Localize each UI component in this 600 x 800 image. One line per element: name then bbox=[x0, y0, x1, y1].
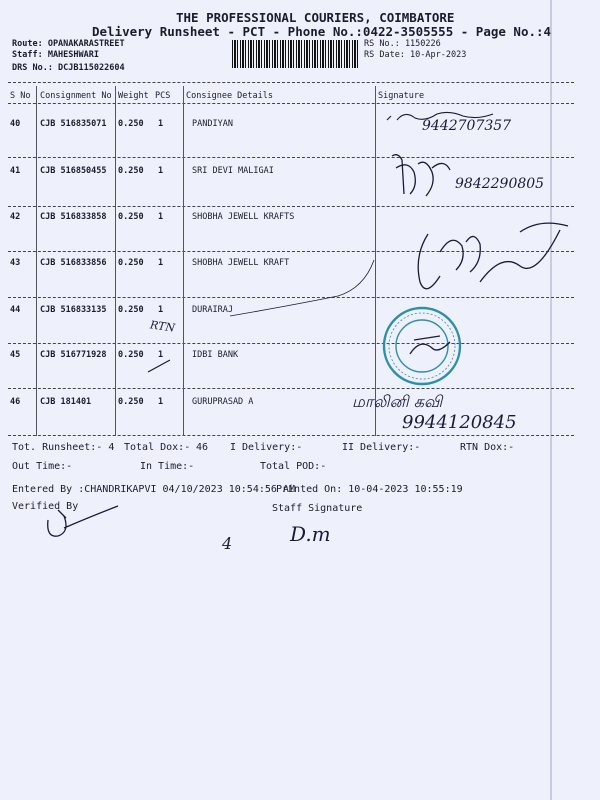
divider bbox=[8, 435, 574, 436]
stamp-seal bbox=[380, 304, 466, 390]
row-weight: 0.250 bbox=[118, 350, 144, 360]
row-pcs: 1 bbox=[158, 350, 164, 360]
rtn-dox: RTN Dox:- bbox=[460, 442, 515, 453]
row-pcs: 1 bbox=[158, 119, 164, 129]
row-sno: 45 bbox=[10, 350, 21, 360]
row-consignment: CJB 516771928 bbox=[40, 350, 107, 360]
route-label: Route: OPANAKARASTREET bbox=[12, 39, 125, 49]
rs-number: RS No.: 1150226 bbox=[364, 39, 441, 49]
total-pod: Total POD:- bbox=[260, 461, 327, 472]
row-consignee: IDBI BANK bbox=[192, 350, 239, 360]
barcode bbox=[232, 40, 360, 68]
staff-signature: D.m bbox=[290, 522, 331, 546]
drs-label: DRS No.: DCJB115022604 bbox=[12, 63, 125, 73]
handwritten-phone: 9842290805 bbox=[455, 176, 545, 192]
company-title: THE PROFESSIONAL COURIERS, COIMBATORE bbox=[176, 10, 455, 25]
staff-label: Staff: MAHESHWARI bbox=[12, 50, 99, 60]
row-sno: 44 bbox=[10, 305, 21, 315]
divider bbox=[8, 206, 574, 207]
divider bbox=[8, 157, 574, 158]
row-sno: 42 bbox=[10, 212, 21, 222]
verified-by-label: Verified By bbox=[12, 501, 79, 512]
column-rule bbox=[36, 86, 37, 436]
row-consignee: GURUPRASAD A bbox=[192, 397, 254, 407]
divider bbox=[8, 343, 574, 344]
row-weight: 0.250 bbox=[118, 397, 144, 407]
col-header-pcs: PCS bbox=[155, 91, 171, 101]
handwritten-name: மாலினி கவி bbox=[352, 392, 443, 411]
row-consignment: CJB 516835071 bbox=[40, 119, 107, 129]
divider bbox=[8, 388, 574, 389]
col-header-weight: Weight bbox=[118, 91, 149, 101]
ii-delivery: II Delivery:- bbox=[342, 442, 421, 453]
tot-runsheet: Tot. Runsheet:- 4 bbox=[12, 442, 115, 453]
signature-row-41 bbox=[388, 150, 458, 202]
verifier-signature bbox=[44, 502, 122, 542]
staff-signature-label: Staff Signature bbox=[272, 503, 363, 514]
row-weight: 0.250 bbox=[118, 119, 144, 129]
rtn-note: RTN bbox=[149, 318, 176, 335]
col-header-consignment: Consignment No bbox=[40, 91, 112, 101]
col-header-consignee: Consignee Details bbox=[186, 91, 273, 101]
printed-on: Printed On: 10-04-2023 10:55:19 bbox=[276, 484, 463, 495]
row-pcs: 1 bbox=[158, 212, 164, 222]
total-dox-value: 46 bbox=[196, 442, 209, 453]
rtn-mark bbox=[146, 356, 176, 376]
row-pcs: 1 bbox=[158, 166, 164, 176]
divider bbox=[8, 103, 574, 104]
handwritten-phone: 9442707357 bbox=[422, 118, 512, 134]
i-delivery: I Delivery:- bbox=[230, 442, 303, 453]
row-consignment: CJB 516850455 bbox=[40, 166, 107, 176]
handwritten-phone: 9944120845 bbox=[402, 412, 517, 433]
row-consignment: CJB 516833856 bbox=[40, 258, 107, 268]
row-sno: 41 bbox=[10, 166, 21, 176]
stray-pen-mark bbox=[228, 258, 388, 318]
row-consignment: CJB 516833858 bbox=[40, 212, 107, 222]
row-weight: 0.250 bbox=[118, 166, 144, 176]
entered-by: Entered By :CHANDRIKAPVI 04/10/2023 10:54:56 AM bbox=[12, 484, 295, 495]
row-pcs: 1 bbox=[158, 258, 164, 268]
row-sno: 43 bbox=[10, 258, 21, 268]
row-weight: 0.250 bbox=[118, 305, 144, 315]
out-time: Out Time:- bbox=[12, 461, 73, 472]
row-consignee: SRI DEVI MALIGAI bbox=[192, 166, 274, 176]
in-time: In Time:- bbox=[140, 461, 195, 472]
row-consignee: PANDIYAN bbox=[192, 119, 233, 129]
page-edge bbox=[550, 0, 552, 800]
row-consignment: CJB 516833135 bbox=[40, 305, 107, 315]
column-rule bbox=[115, 86, 116, 436]
row-pcs: 1 bbox=[158, 397, 164, 407]
row-consignee: SHOBHA JEWELL KRAFTS bbox=[192, 212, 295, 222]
column-rule bbox=[183, 86, 184, 436]
verify-mark: 4 bbox=[222, 534, 233, 553]
runsheet-subtitle: Delivery Runsheet - PCT - Phone No.:0422-3505555 - Page No.:4 bbox=[92, 24, 552, 39]
row-consignee: SHOBHA JEWELL KRAFT bbox=[192, 258, 290, 268]
rs-date: RS Date: 10-Apr-2023 bbox=[364, 50, 467, 60]
row-consignment: CJB 181401 bbox=[40, 397, 92, 407]
row-sno: 40 bbox=[10, 119, 21, 129]
signature-rows-42-43 bbox=[410, 212, 580, 302]
row-weight: 0.250 bbox=[118, 212, 144, 222]
row-weight: 0.250 bbox=[118, 258, 144, 268]
total-dox-label: Total Dox:- bbox=[124, 442, 191, 453]
col-header-sno: S No bbox=[10, 91, 31, 101]
row-sno: 46 bbox=[10, 397, 21, 407]
col-header-signature: Signature bbox=[378, 91, 425, 101]
row-consignee: DURAIRAJ bbox=[192, 305, 233, 315]
row-pcs: 1 bbox=[158, 305, 164, 315]
divider bbox=[8, 82, 574, 83]
